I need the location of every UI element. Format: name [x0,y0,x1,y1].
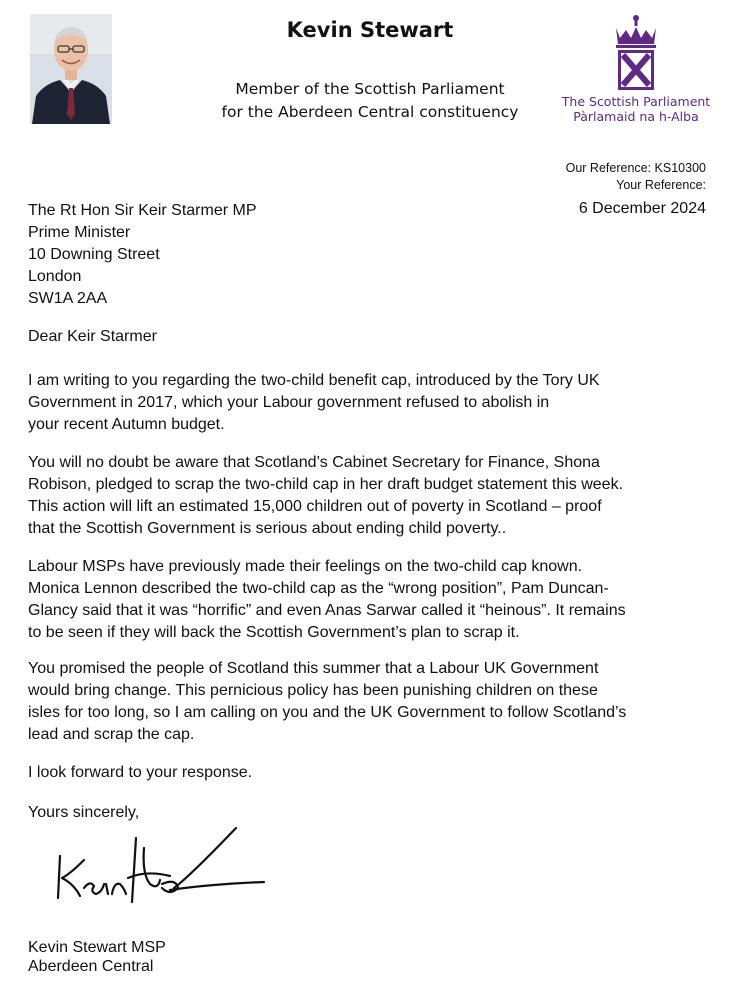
parliament-name-english: The Scottish Parliament [561,94,711,109]
address-line: SW1A 2AA [28,290,108,307]
address-line: 10 Downing Street [28,246,160,263]
paragraph-line: to be seen if they will back the Scottish Government’s plan to scrap it. [28,624,520,641]
our-reference: Our Reference: KS10300 [565,161,706,175]
body-paragraph-4 [28,658,718,746]
paragraph-line: Glancy said that it was “horrific” and even Anas Sarwar called it “heinous”. It remains [28,602,626,619]
paragraph-line: your recent Autumn budget. [28,416,225,433]
paragraph-line: I am writing to you regarding the two-child benefit cap, introduced by the Tory UK [28,372,600,389]
mp-role-subtitle [180,78,560,124]
paragraph-line: would bring change. This pernicious policy has been punishing children on these [28,682,598,699]
body-paragraph-1 [28,370,718,436]
paragraph-line: Robison, pledged to scrap the two-child cap in her draft budget statement this week. [28,476,624,493]
closing-phrase: Yours sincerely, [28,804,140,821]
subtitle-line-1: Member of the Scottish Parliament [235,80,505,98]
your-reference: Your Reference: [616,178,706,192]
body-paragraph-3 [28,556,718,644]
address-line: The Rt Hon Sir Keir Starmer MP [28,202,257,219]
parliament-logo-text [546,94,726,124]
paragraph-line: isles for too long, so I am calling on you and the UK Government to follow Scotland’s [28,704,627,721]
paragraph-line: lead and scrap the cap. [28,726,195,743]
paragraph-line: that the Scottish Government is serious about ending child poverty.. [28,520,507,537]
letter-date: 6 December 2024 [578,200,706,217]
recipient-address [28,200,718,310]
body-paragraph-2 [28,452,718,540]
body-paragraph-5 [28,762,718,784]
paragraph-line: This action will lift an estimated 15,000 children out of poverty in Scotland – proof [28,498,602,515]
paragraph-line: Labour MSPs have previously made their feelings on the two-child cap known. [28,558,583,575]
salutation: Dear Keir Starmer [28,328,157,345]
address-line: Prime Minister [28,224,131,241]
paragraph-line: I look forward to your response. [28,764,253,781]
mp-name-heading: Kevin Stewart [286,18,454,42]
handwritten-signature [50,818,270,918]
signoff-block [28,938,718,976]
signoff-constituency: Aberdeen Central [28,958,154,975]
parliament-name-gaelic: Pàrlamaid na h-Alba [573,109,699,124]
paragraph-line: You promised the people of Scotland this summer that a Labour UK Government [28,660,599,677]
paragraph-line: Government in 2017, which your Labour government refused to abolish in [28,394,550,411]
mp-portrait-photo [30,14,112,124]
signoff-name: Kevin Stewart MSP [28,939,166,956]
address-line: London [28,268,82,285]
subtitle-line-2: for the Aberdeen Central constituency [221,103,519,121]
paragraph-line: You will no doubt be aware that Scotland’s Cabinet Secretary for Finance, Shona [28,454,600,471]
paragraph-line: Monica Lennon described the two-child cap as the “wrong position”, Pam Duncan- [28,580,609,597]
reference-block [566,160,706,194]
